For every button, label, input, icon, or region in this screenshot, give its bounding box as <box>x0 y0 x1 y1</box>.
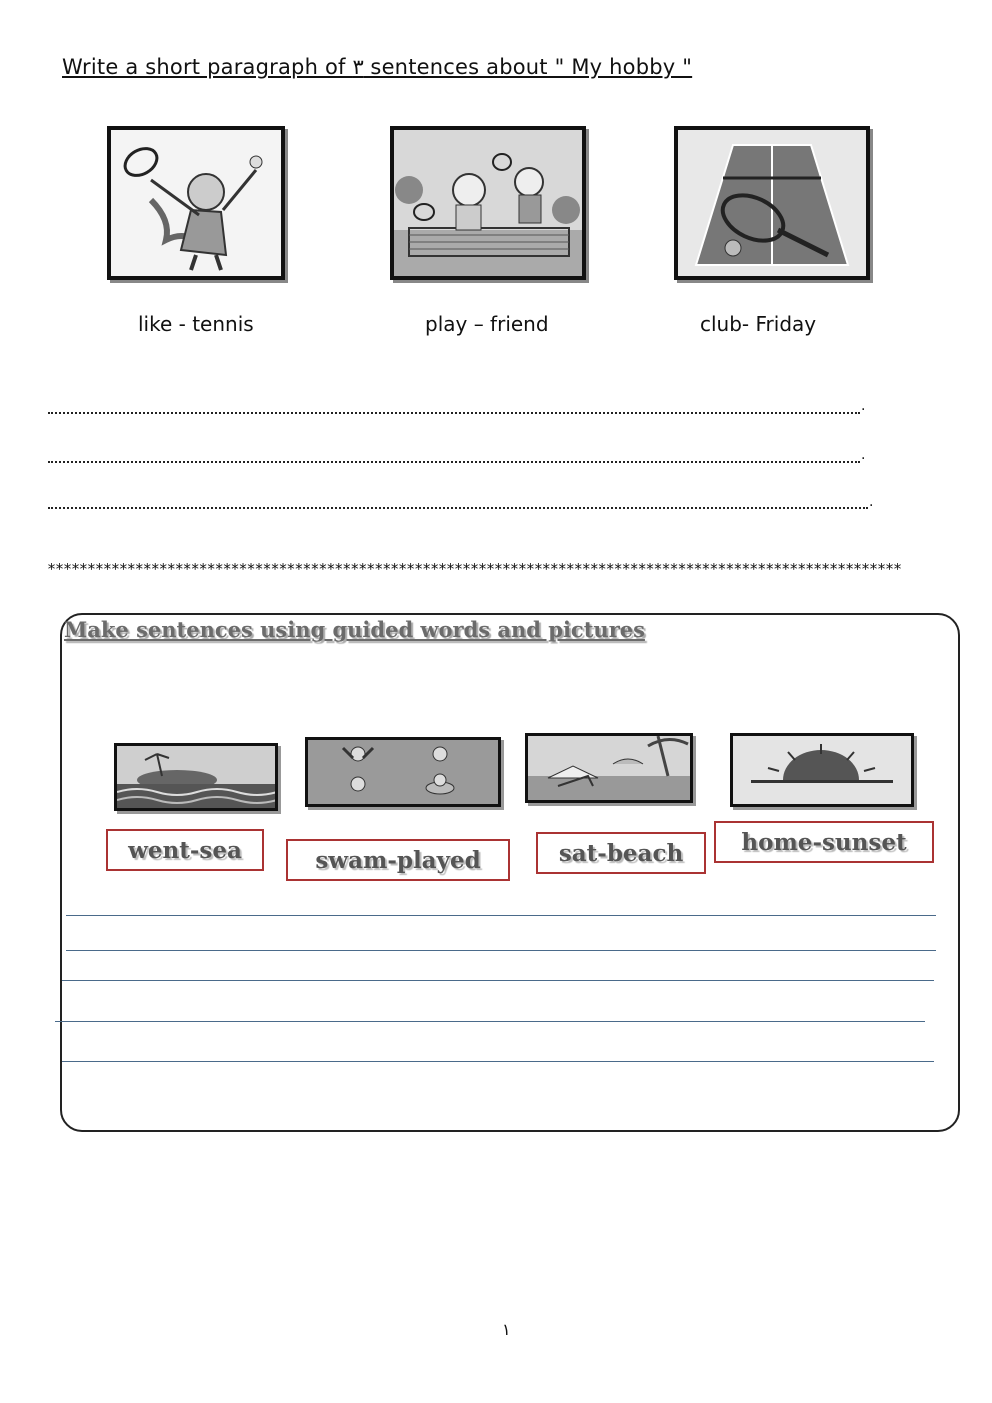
panel-instruction: Make sentences using guided words and pictures <box>64 617 645 642</box>
sea-island-image <box>114 743 278 811</box>
guided-words-3: club- Friday <box>700 312 817 336</box>
asterisk-separator: *********************************************************************************************************** <box>47 560 901 578</box>
answer-line-3[interactable] <box>62 980 934 981</box>
guided-tag-sat-beach: sat-beach <box>536 832 706 874</box>
line-end-3: . <box>869 494 874 510</box>
children-playing-tennis-image <box>390 126 586 280</box>
line-end-2: . <box>861 447 866 463</box>
guided-words-1: like - tennis <box>138 312 254 336</box>
writing-line-1[interactable] <box>48 412 860 414</box>
guided-tag-home-sunset: home-sunset <box>714 821 934 863</box>
page-number: ١ <box>502 1320 511 1339</box>
sunset-image <box>730 733 914 807</box>
answer-line-5[interactable] <box>62 1061 934 1062</box>
activity-panel <box>60 613 960 1132</box>
guided-tag-went-sea: went-sea <box>106 829 264 871</box>
guided-tag-swam-played: swam-played <box>286 839 510 881</box>
answer-line-4[interactable] <box>55 1021 925 1022</box>
answer-line-1[interactable] <box>66 915 936 916</box>
writing-line-3[interactable] <box>48 507 868 509</box>
guided-words-2: play – friend <box>425 312 549 336</box>
beach-chair-image <box>525 733 693 803</box>
line-end-1: . <box>861 398 866 414</box>
girl-playing-tennis-image <box>107 126 285 280</box>
children-swimming-image <box>305 737 501 807</box>
answer-line-2[interactable] <box>66 950 936 951</box>
writing-line-2[interactable] <box>48 461 860 463</box>
tennis-court-racket-image <box>674 126 870 280</box>
worksheet-instruction: Write a short paragraph of ٣ sentences about " My hobby " <box>62 55 693 79</box>
